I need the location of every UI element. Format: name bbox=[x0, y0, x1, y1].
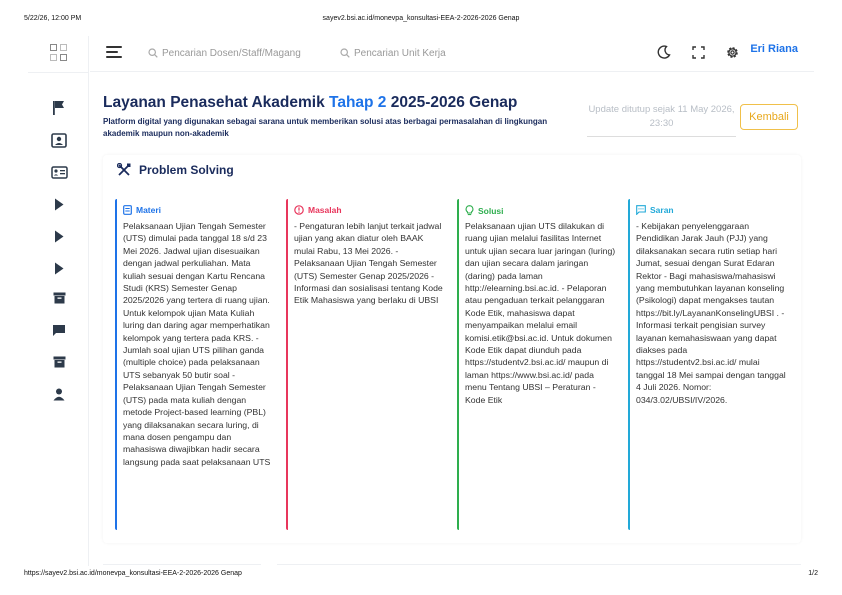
topbar bbox=[90, 36, 814, 72]
print-header bbox=[24, 15, 818, 25]
document-icon bbox=[123, 205, 132, 215]
print-page-number: 1/2 bbox=[808, 570, 818, 577]
fullscreen-icon[interactable] bbox=[690, 44, 706, 60]
solusi-text: Pelaksanaan ujian UTS dilakukan di ruang ujian melalui fasilitas Internet untuk ujian secara luar jaringan (luring) dan ujian secara dalam jaringan (daring) pada laman http://elearning.bsi.ac.id. - Pelaporan atau pengaduan terkait pelanggaran Kode Etik, mahasiswa dapat menyampaikan melalui email komisi.etik@bsi.ac.id. Untuk dokumen Kode Etik dapat diunduh pada https://studentv2.bsi.ac.id/ maupun di laman https://www.bsi.ac.id/ pada menu Tentang UBSI – Peraturan - Kode Etik bbox=[465, 221, 616, 405]
materi-text: Pelaksanaan Ujian Tengah Semester (UTS) dimulai pada tanggal 18 s/d 23 Mei 2026. Jadwal ujian disesuaikan dengan jadwal perkuliahan. Mata kuliah sesuai dengan Kartu Rencana Studi (KRS) Semester Genap 2025/2026 yang tertera di ruang ujian. Untuk kelompok ujian Mata Kuliah luring dan daring agar memperhatikan kelompok yang tertera pada KRS. - Jumlah soal ujian UTS pilihan ganda (multiple choice) pada pelaksanaan UTS sebanyak 50 butir soal - Pelaksanaan Ujian Tengah Semester (UTS) pada mata kuliah dengan metode Project-based learning (PBL) yang dilaksanakan secara luring, di mana dosen pengampu dan mahasiswa diwajibkan hadir secara langsung pada saat pelaksanaan UTS bbox=[123, 221, 271, 467]
update-closed-button[interactable]: Update ditutup sejak 11 May 2026, 23:30 bbox=[587, 99, 736, 137]
flag-icon[interactable] bbox=[50, 100, 68, 116]
search-icon bbox=[340, 48, 350, 58]
play-icon[interactable] bbox=[50, 196, 68, 212]
message-icon bbox=[636, 205, 646, 215]
problem-solving-header bbox=[117, 163, 234, 177]
lower-card-left bbox=[103, 564, 261, 584]
materi-column bbox=[115, 199, 277, 530]
print-url: https://sayev2.bsi.ac.id/monevpa_konsultasi-EEA-2-2026-2026 Genap bbox=[24, 570, 242, 577]
masalah-text: - Pengaturan lebih lanjut terkait jadwal ujian yang akan diatur oleh BAAK mulai Rabu, 13 Mei 2026. - Pelaksanaan Ujian Tengah Semester (UTS) Semester Genap 2025/2026 - Informasi dan sosialisasi tentang Kode Etik Mahasiswa yang berlaku di UBSI bbox=[294, 221, 443, 306]
play-icon[interactable] bbox=[50, 228, 68, 244]
print-page-title: sayev2.bsi.ac.id/monevpa_konsultasi-EEA-2-2026-2026 Genap bbox=[322, 15, 520, 22]
page-title-period: 2025-2026 Genap bbox=[386, 94, 518, 111]
materi-header bbox=[123, 205, 161, 215]
back-button[interactable]: Kembali bbox=[740, 104, 798, 130]
problem-solving-title: Problem Solving bbox=[139, 163, 234, 177]
contact-card-icon[interactable] bbox=[50, 132, 68, 148]
id-card-icon[interactable] bbox=[50, 164, 68, 180]
lightbulb-icon bbox=[465, 205, 474, 216]
app-logo[interactable] bbox=[50, 44, 68, 62]
person-icon[interactable] bbox=[50, 386, 68, 402]
search-unit-placeholder: Pencarian Unit Kerja bbox=[354, 47, 446, 59]
search-icon bbox=[148, 48, 158, 58]
saran-header bbox=[636, 205, 674, 215]
search-staff-input[interactable] bbox=[148, 44, 301, 62]
menu-toggle-icon[interactable] bbox=[106, 45, 124, 61]
search-staff-placeholder: Pencarian Dosen/Staff/Magang bbox=[162, 47, 301, 59]
print-date: 5/22/26, 12:00 PM bbox=[24, 15, 82, 22]
materi-label: Materi bbox=[136, 205, 162, 215]
page-title-main: Layanan Penasehat Akademik bbox=[103, 94, 329, 111]
page-subtitle: Platform digital yang digunakan sebagai sarana untuk memberikan solusi atas berbagai permasalahan di lingkungan akademik maupun non-akademik bbox=[103, 117, 548, 138]
tools-icon bbox=[117, 163, 131, 177]
alert-circle-icon bbox=[294, 205, 304, 215]
masalah-label: Masalah bbox=[308, 205, 342, 215]
saran-label: Saran bbox=[650, 205, 674, 215]
archive-icon[interactable] bbox=[50, 354, 68, 370]
saran-column bbox=[628, 199, 790, 530]
chat-icon[interactable] bbox=[50, 322, 68, 338]
saran-text: - Kebijakan penyelenggaraan Pendidikan Jarak Jauh (PJJ) yang dilaksanakan secara rutin setiap hari Jumat, sesuai dengan Surat Edaran Rektor - Bagi mahasiswa/mahasiswi yang membutuhkan layanan konseling (Psikologi) dapat mengakses tautan https://bit.ly/LayananKonselingUBSI . - Informasi terkait pengisian survey layanan kemahasiswaan yang dapat diakses pada https://studentv2.bsi.ac.id/ mulai tanggal 18 Mei sampai dengan tanggal 4 Juli 2026. Nomor: 034/3.02/UBSI/IV/2026. bbox=[636, 221, 786, 405]
dark-mode-moon-icon[interactable] bbox=[656, 44, 672, 60]
search-unit-input[interactable] bbox=[340, 44, 446, 62]
solusi-column bbox=[457, 199, 619, 530]
lower-card-right bbox=[277, 564, 801, 584]
problem-solving-card bbox=[103, 155, 801, 543]
page-title-stage: Tahap 2 bbox=[329, 94, 387, 111]
sidebar bbox=[28, 36, 89, 566]
solusi-header bbox=[465, 205, 504, 216]
archive-icon[interactable] bbox=[50, 290, 68, 306]
page-title bbox=[103, 94, 517, 112]
user-name-link[interactable]: Eri Riana bbox=[750, 43, 798, 55]
masalah-header bbox=[294, 205, 342, 215]
sidebar-divider bbox=[28, 72, 88, 73]
masalah-column bbox=[286, 199, 448, 530]
play-icon[interactable] bbox=[50, 260, 68, 276]
settings-gear-icon[interactable] bbox=[724, 44, 740, 60]
solusi-label: Solusi bbox=[478, 205, 504, 216]
